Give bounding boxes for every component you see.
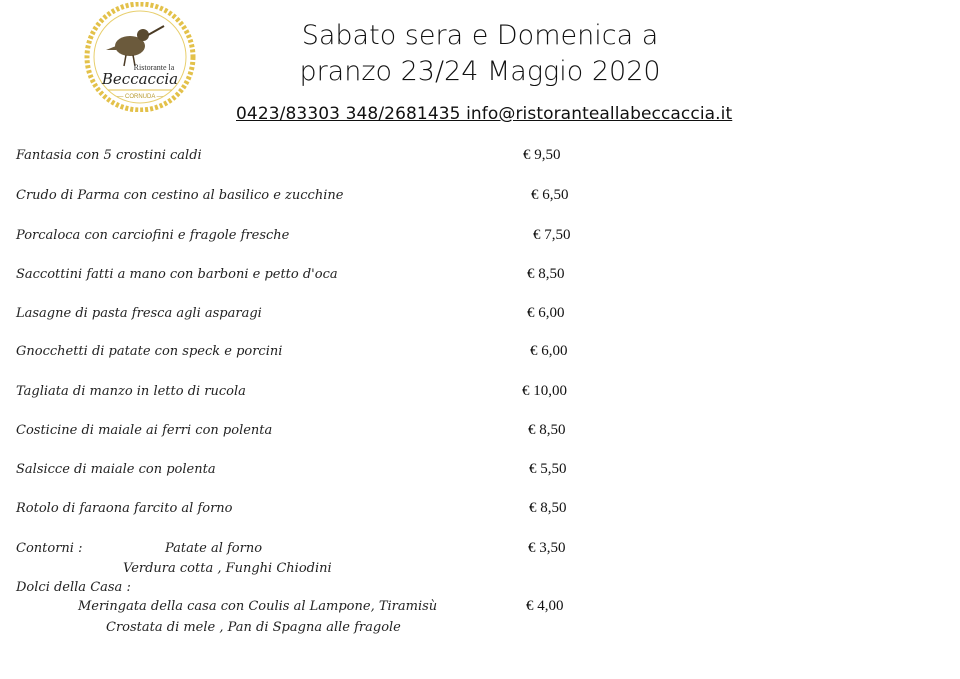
title-line-1: Sabato sera e Domenica a — [301, 20, 659, 51]
menu-item-price: € 7,50 — [533, 227, 571, 243]
menu-item-name: Fantasia con 5 crostini caldi — [16, 148, 202, 163]
menu-item-name: Gnocchetti di patate con speck e porcini — [16, 344, 283, 359]
menu-item-price: € 9,50 — [523, 147, 561, 163]
menu-item-price: € 5,50 — [529, 461, 567, 477]
logo-line1: Ristorante la — [133, 63, 175, 72]
menu-item-name: Saccottini fatti a mano con barboni e petto d'oca — [16, 267, 338, 282]
logo-line3: — CORNUDA — — [117, 94, 163, 100]
contorni-label: Contorni : — [16, 541, 83, 556]
menu-item-price: € 10,00 — [522, 383, 567, 399]
restaurant-logo — [80, 2, 200, 112]
menu-item-price: € 8,50 — [529, 500, 567, 516]
menu-item-price: € 6,00 — [530, 343, 568, 359]
menu-item-price: € 6,00 — [527, 305, 565, 321]
title-block — [230, 18, 730, 90]
dolci-price: € 4,00 — [526, 598, 564, 614]
menu-item-name: Salsicce di maiale con polenta — [16, 462, 216, 477]
menu-item-name: Crudo di Parma con cestino al basilico e zucchine — [16, 188, 344, 203]
menu-item-name: Lasagne di pasta fresca agli asparagi — [16, 306, 262, 321]
contorni-line-2: Verdura cotta , Funghi Chiodini — [123, 561, 332, 576]
contorni-price: € 3,50 — [528, 540, 566, 556]
menu-item-name: Rotolo di faraona farcito al forno — [16, 501, 233, 516]
menu-item-price: € 8,50 — [527, 266, 565, 282]
logo-line2: Beccaccia — [101, 70, 179, 88]
menu-item-name: Costicine di maiale ai ferri con polenta — [16, 423, 273, 438]
dolci-line-2: Crostata di mele , Pan di Spagna alle fragole — [106, 620, 401, 635]
menu-item-name: Tagliata di manzo in letto di rucola — [16, 384, 246, 399]
title-line-2: pranzo 23/24 Maggio 2020 — [299, 56, 661, 87]
contorni-line-1: Patate al forno — [165, 541, 263, 556]
menu-item-price: € 6,50 — [531, 187, 569, 203]
contact-line[interactable]: 0423/83303 348/2681435 info@ristoranteallabeccaccia.it — [236, 104, 733, 124]
dolci-label: Dolci della Casa : — [16, 580, 131, 595]
dolci-line-1: Meringata della casa con Coulis al Lampone, Tiramisù — [78, 599, 438, 614]
menu-item-name: Porcaloca con carciofini e fragole fresche — [16, 228, 290, 243]
menu-item-price: € 8,50 — [528, 422, 566, 438]
